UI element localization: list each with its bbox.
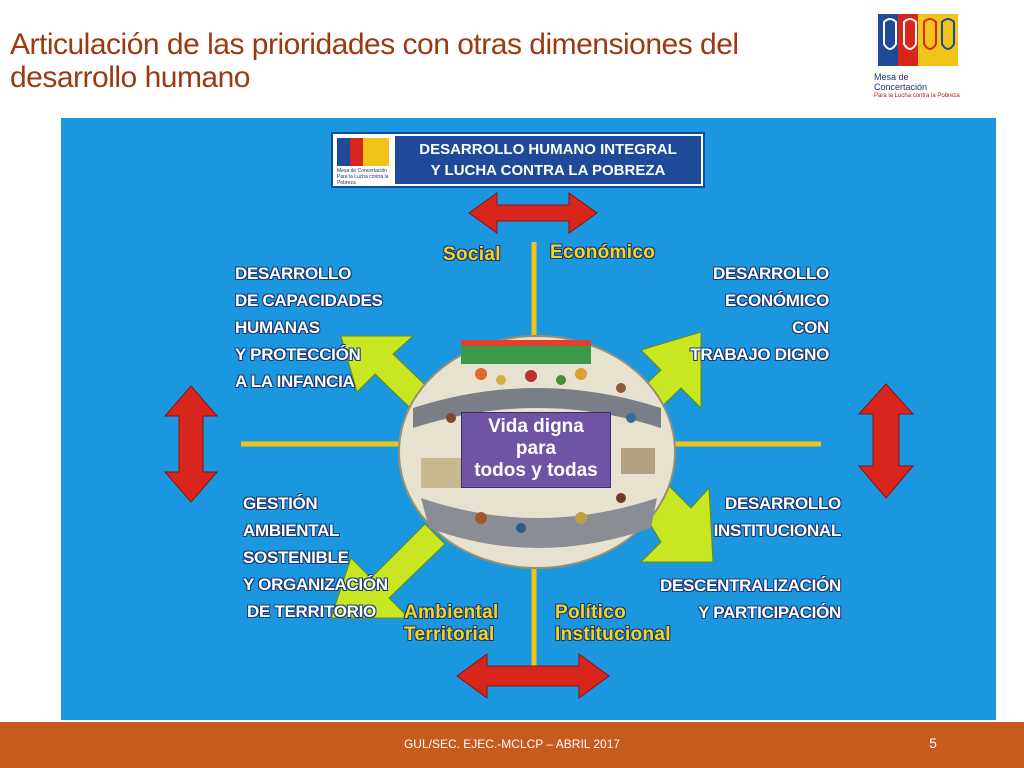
logo-name: Mesa de Concertación xyxy=(874,72,928,92)
label-ambiental-territorial xyxy=(404,602,499,646)
label-politico-text: Político xyxy=(555,602,627,623)
banner-logo-caption xyxy=(337,168,393,186)
label-politico-institucional xyxy=(555,602,671,646)
header-banner xyxy=(331,132,705,188)
center-line-1: Vida digna xyxy=(488,416,584,437)
block-text: CON xyxy=(792,318,829,337)
label-social-text: Social xyxy=(443,244,501,265)
label-institucional-text: Institucional xyxy=(555,624,671,645)
mclcp-logo xyxy=(874,10,962,98)
block-bottom-right-b xyxy=(657,572,841,626)
block-text: GESTIÓN xyxy=(243,494,318,513)
banner-logo-name: Mesa de Concertación xyxy=(337,168,388,174)
block-text: DE CAPACIDADES xyxy=(235,291,383,310)
center-line-3: todos y todas xyxy=(474,460,598,481)
block-text: DE TERRITORIO xyxy=(247,602,376,621)
block-text: ECONÓMICO xyxy=(724,291,829,310)
logo-subtitle: Para la Lucha contra la Pobreza xyxy=(874,93,960,99)
center-line-2: para xyxy=(515,438,557,459)
label-economico-text: Económico xyxy=(550,242,656,263)
block-text: INSTITUCIONAL xyxy=(713,521,841,540)
right-double-arrow-icon xyxy=(859,384,913,498)
banner-logo-subtitle: Para la Lucha contra la Pobreza xyxy=(337,174,389,186)
footer-text: GUL/SEC. EJEC.-MCLCP – ABRIL 2017 xyxy=(403,737,621,751)
block-text: DESARROLLO xyxy=(724,494,841,513)
page-title xyxy=(10,28,810,94)
title-line-2: desarrollo humano xyxy=(10,61,250,94)
label-social xyxy=(443,244,501,266)
block-bottom-left xyxy=(243,490,388,625)
block-text: Y ORGANIZACIÓN xyxy=(243,575,388,594)
block-text: DESCENTRALIZACIÓN xyxy=(660,576,841,595)
label-ambiental-text: Ambiental xyxy=(404,602,499,623)
top-double-arrow-icon xyxy=(469,193,597,233)
block-text: DESARROLLO xyxy=(235,264,352,283)
block-text: AMBIENTAL xyxy=(243,521,340,540)
block-text: Y PARTICIPACIÓN xyxy=(698,603,841,622)
masks-logo-small-icon xyxy=(335,136,393,168)
block-text: TRABAJO DIGNO xyxy=(690,345,829,364)
center-message xyxy=(461,412,611,488)
diagram-panel xyxy=(61,118,996,720)
left-double-arrow-icon xyxy=(165,386,217,502)
block-text: Y PROTECCIÓN xyxy=(235,345,361,364)
page-number: 5 xyxy=(929,735,937,751)
block-top-left xyxy=(235,260,383,395)
banner-line-1: DESARROLLO HUMANO INTEGRAL xyxy=(419,141,677,158)
block-text: SOSTENIBLE xyxy=(243,548,349,567)
title-line-1: Articulación de las prioridades con otras dimensiones del xyxy=(10,28,739,61)
label-territorial-text: Territorial xyxy=(404,624,495,645)
block-top-right xyxy=(659,260,829,368)
banner-logo xyxy=(335,136,393,184)
block-text: A LA INFANCIA xyxy=(235,372,355,391)
banner-line-2: Y LUCHA CONTRA LA POBREZA xyxy=(430,162,666,179)
masks-logo-icon xyxy=(874,10,962,70)
block-text: HUMANAS xyxy=(235,318,320,337)
label-economico xyxy=(550,242,655,264)
banner-title xyxy=(395,136,701,184)
block-text: DESARROLLO xyxy=(712,264,829,283)
block-bottom-right-a xyxy=(657,490,841,544)
logo-caption xyxy=(874,72,962,100)
